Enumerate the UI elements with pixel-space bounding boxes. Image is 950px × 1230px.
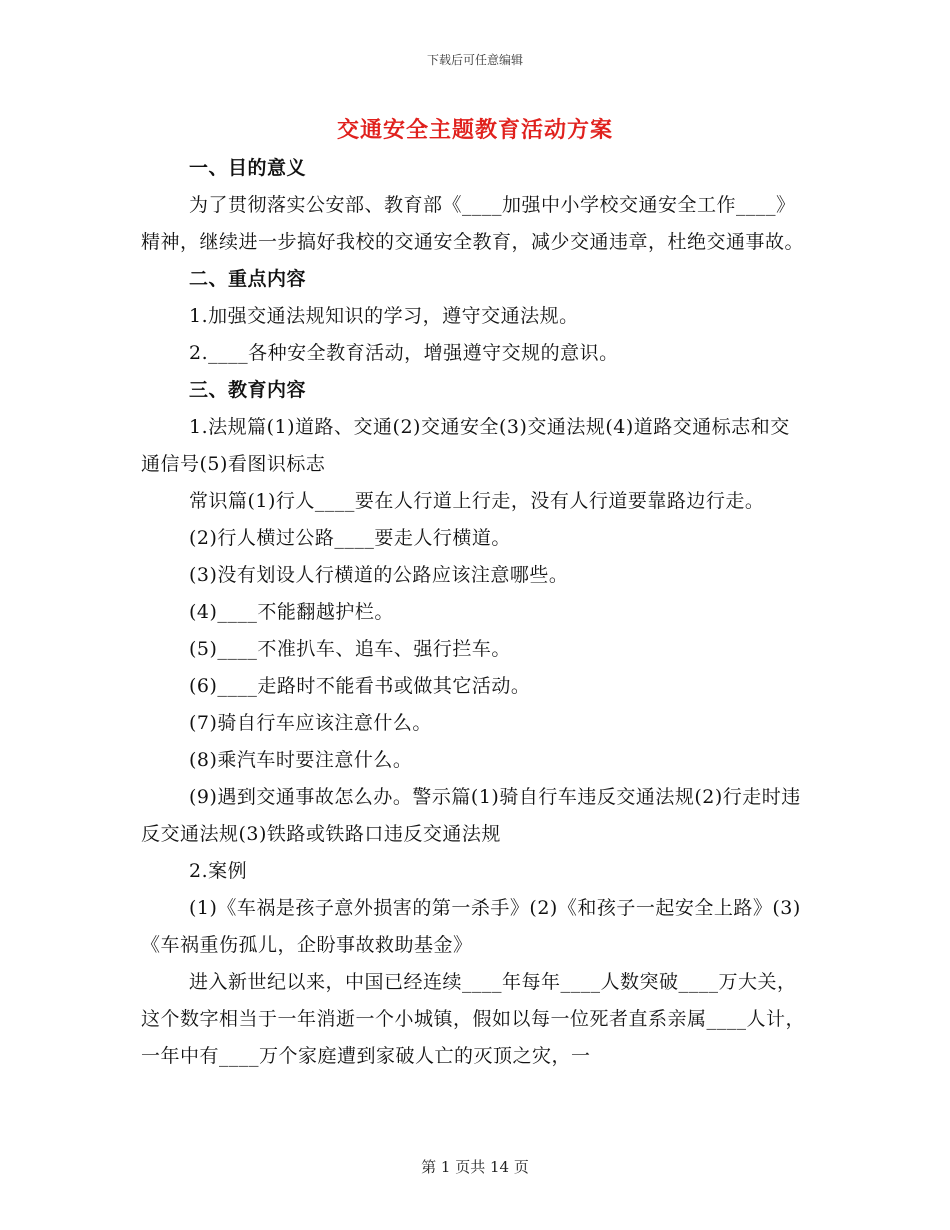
content-item-3: (3)没有划设人行横道的公路应该注意哪些。: [189, 564, 569, 586]
content-cases: 2.案例: [189, 860, 248, 882]
content-item-7: (7)骑自行车应该注意什么。: [189, 712, 432, 734]
page-footer: 第 1 页共 14 页: [421, 1158, 529, 1176]
content-item-6: (6)____走路时不能看书或做其它活动。: [189, 675, 531, 697]
content-common-sense: 常识篇(1)行人____要在人行道上行走，没有人行道要靠路边行走。: [189, 490, 765, 512]
content-regulations: 1.法规篇(1)道路、交通(2)交通安全(3)交通法规(4)道路交通标志和交通信号(5)看图识标志: [141, 416, 790, 475]
key-item-2: 2.____各种安全教育活动，增强遵守交规的意识。: [189, 342, 619, 364]
section-heading-2: 二、重点内容: [189, 268, 307, 290]
content-item-5: (5)____不准扒车、追车、强行拦车。: [189, 638, 511, 660]
key-item-1: 1.加强交通法规知识的学习，遵守交通法规。: [189, 305, 579, 327]
section-heading-1: 一、目的意义: [189, 157, 307, 179]
case-list: (1)《车祸是孩子意外损害的第一杀手》(2)《和孩子一起安全上路》(3)《车祸重伤孤儿，企盼事故救助基金》: [141, 897, 801, 956]
content-item-2: (2)行人横过公路____要走人行横道。: [189, 527, 511, 549]
content-item-4: (4)____不能翻越护栏。: [189, 601, 394, 623]
content-item-9: (9)遇到交通事故怎么办。警示篇(1)骑自行车违反交通法规(2)行走时违反交通法规(3)铁路或铁路口违反交通法规: [141, 786, 801, 845]
page-header: 下载后可任意编辑: [426, 53, 523, 67]
paragraph-statistics: 进入新世纪以来，中国已经连续____年每年____人数突破____万大关，这个数字相当于一年消逝一个小城镇，假如以每一位死者直系亲属____人计，一年中有____万个家庭遭到家破人亡的灭顶之灾，一: [141, 971, 806, 1067]
section-heading-3: 三、教育内容: [189, 379, 307, 401]
paragraph-purpose: 为了贯彻落实公安部、教育部《____加强中小学校交通安全工作____》精神，继续进一步搞好我校的交通安全教育，减少交通违章，杜绝交通事故。: [141, 194, 805, 253]
document-body: [141, 150, 809, 1075]
content-item-8: (8)乘汽车时要注意什么。: [189, 749, 413, 771]
document-title: 交通安全主题教育活动方案: [336, 117, 613, 143]
